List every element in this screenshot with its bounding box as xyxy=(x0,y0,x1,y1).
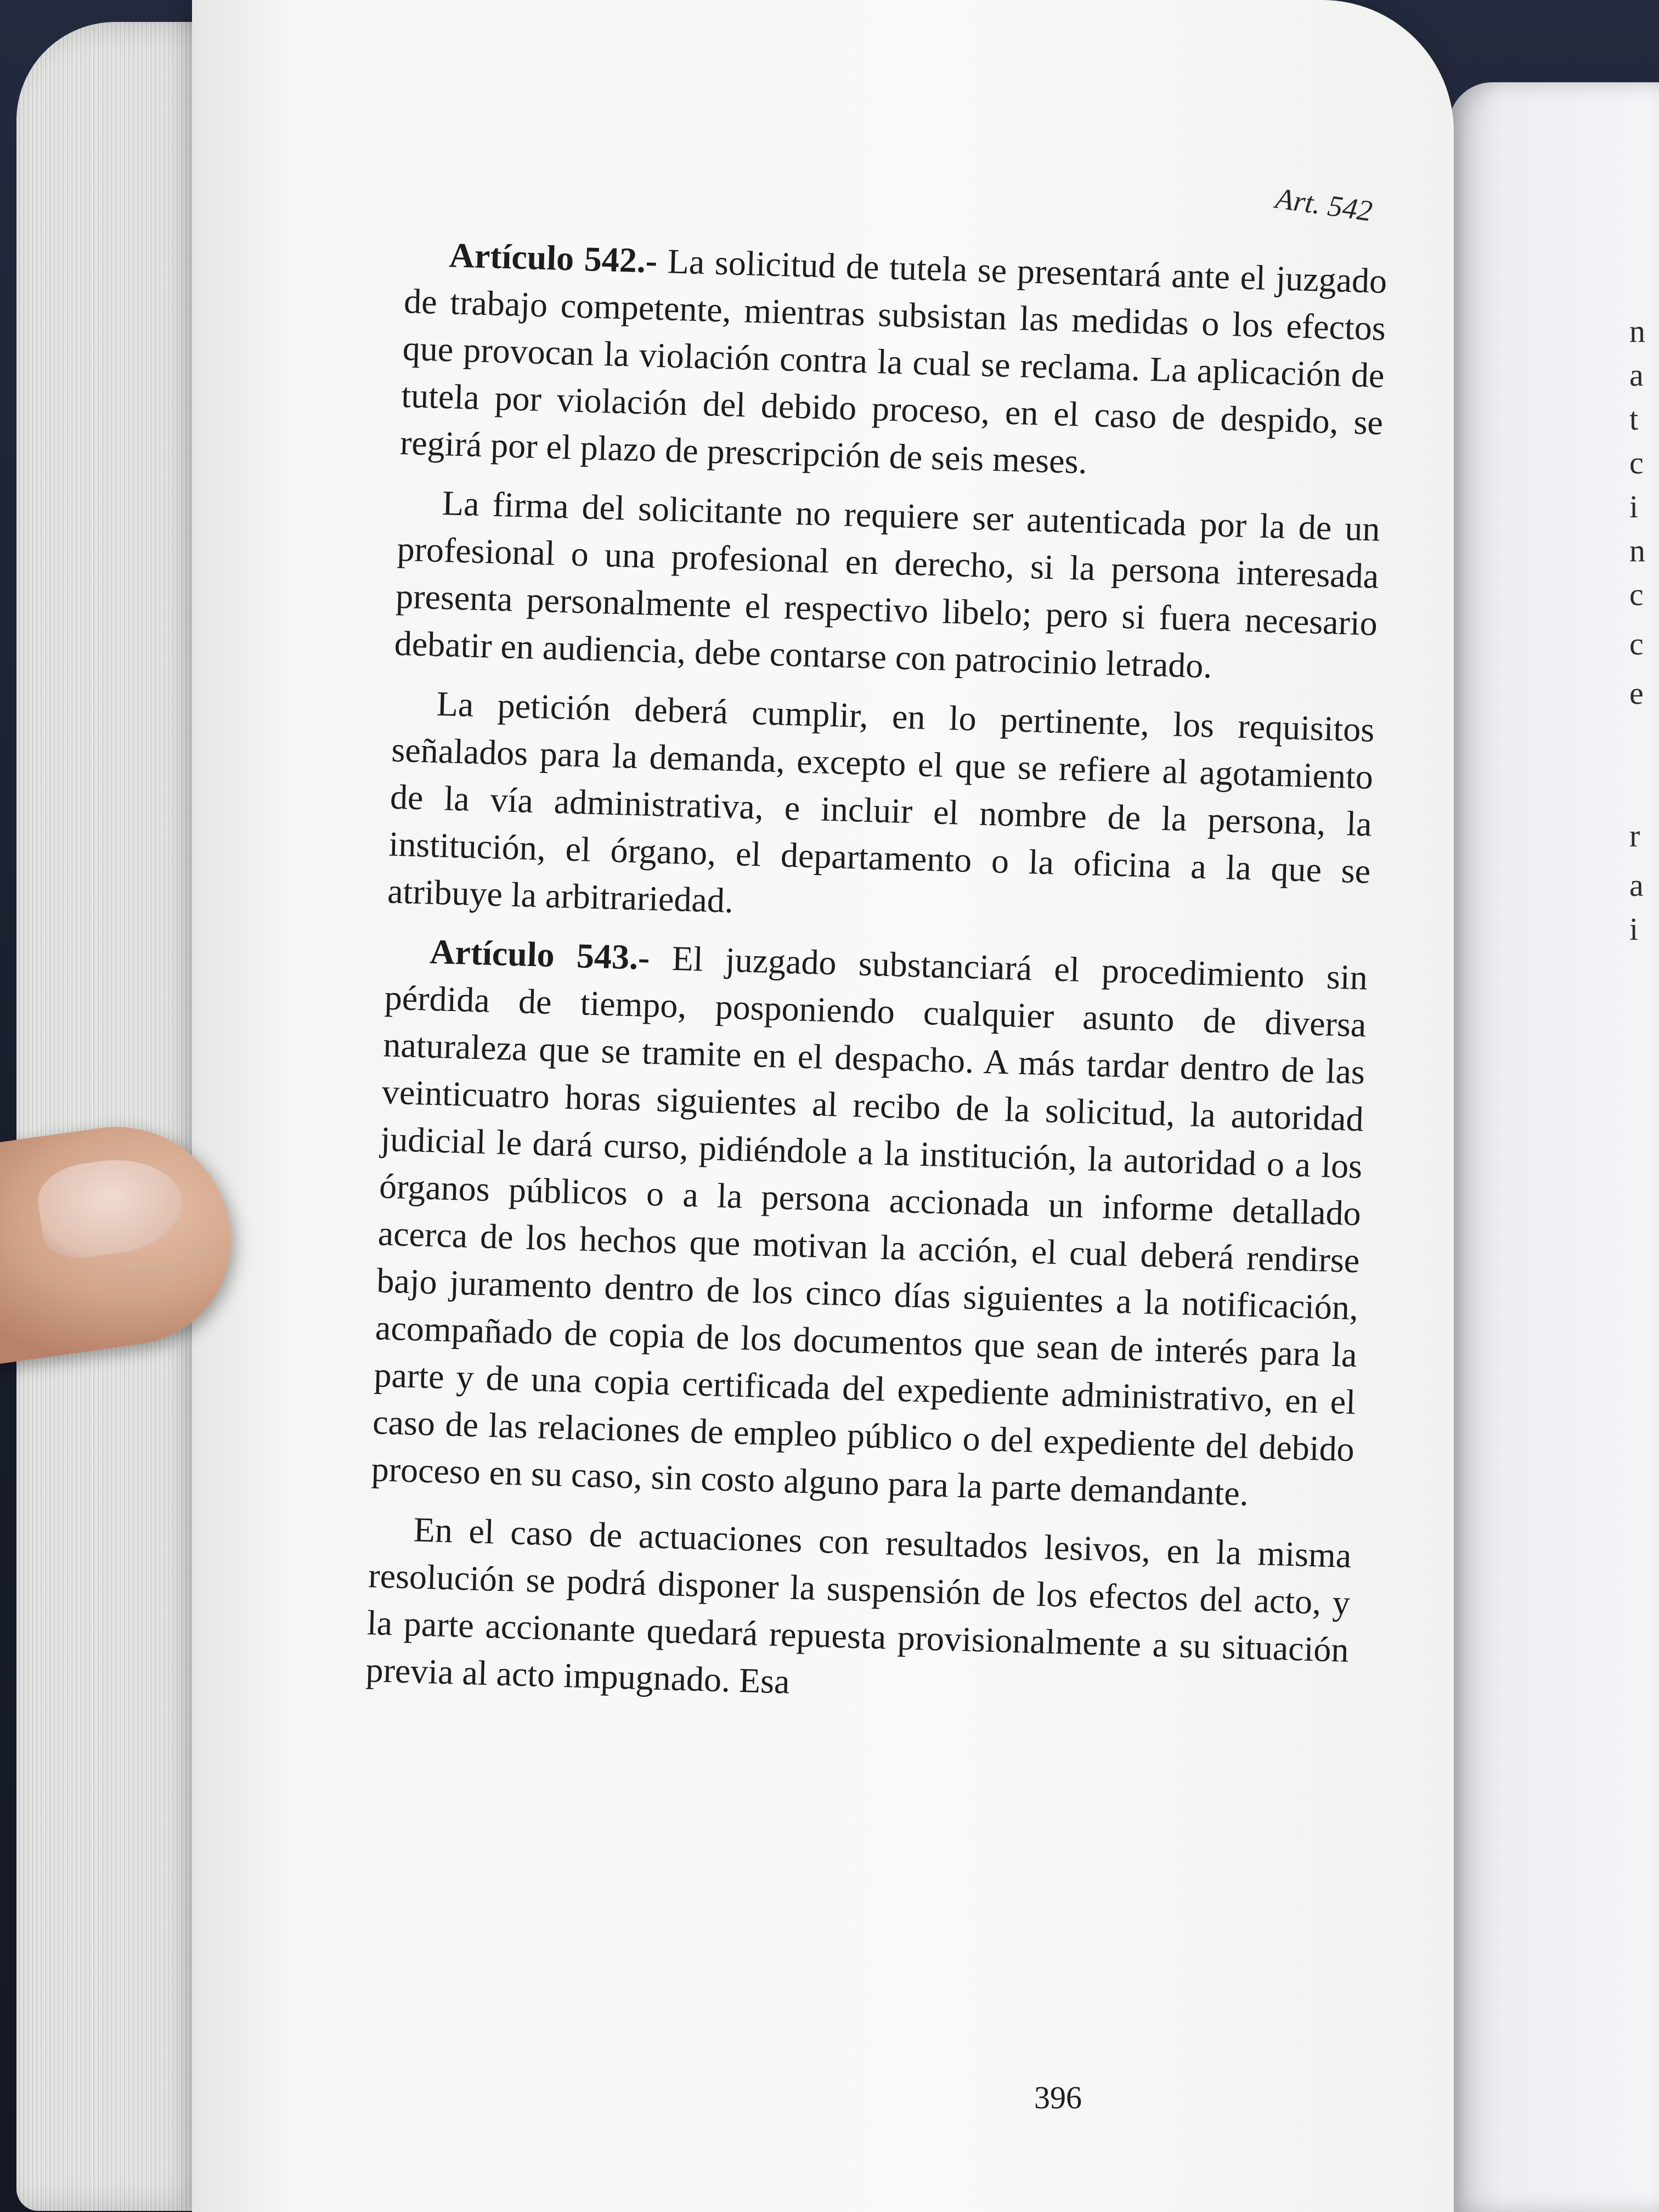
article-label: Artículo 542.- xyxy=(448,235,658,280)
paragraph-text: En el caso de actuaciones con resultados lesivos, en la misma resolución se podrá disponer la suspensión de los efectos del acto, y la parte accionante quedará repuesta provisionalmente a su situación previa al acto impugnado. Esa xyxy=(365,1510,1352,1701)
thumbnail xyxy=(33,1151,188,1263)
paragraph xyxy=(365,1505,1352,1721)
running-head: Art. 542 xyxy=(1273,181,1375,228)
next-page-fragment: t xyxy=(1629,401,1639,437)
page-body xyxy=(365,230,1387,1733)
next-page-fragment: c xyxy=(1629,445,1644,481)
paragraph-text: El juzgado substanciará el procedimiento sin pérdida de tiempo, posponiendo cualquier asunto de diversa naturaleza que se tramite en el despacho. A más tardar dentro de las veinticuatro horas siguientes al recibo de la solicitud, la autoridad judicial le dará curso, pidiéndole a la institución, la autoridad o a los órganos públicos o a la persona accionada un informe detallado acerca de los hechos que motivan la acción, el cual deberá rendirse bajo juramento dentro de los cinco días siguientes a la notificación, acompañado de copia de los documentos que sean de interés para la parte y de una copia certificada del expediente administrativo, en el caso de las relaciones de empleo público o del expediente del debido proceso en su caso, sin costo alguno para la parte demandante. xyxy=(370,938,1368,1513)
paragraph-text: La petición deberá cumplir, en lo pertinente, los requisitos señalados para la demanda, excepto el que se refiere al agotamiento de la vía administrativa, e incluir el nombre de la persona, la institución, el órgano, el departamento o la oficina a la que se atribuye la arbitrariedad. xyxy=(387,684,1375,921)
next-page-fragment: c xyxy=(1629,626,1644,662)
book-page xyxy=(192,0,1454,2212)
paragraph-text: La solicitud de tutela se presentará ante el juzgado de trabajo competente, mientras subsistan las medidas o los efectos que provocan la violación contra la cual se reclama. La aplicación de tutela por violación del debido proceso, en el caso de despido, se regirá por el plazo de prescripción de seis meses. xyxy=(399,241,1388,481)
paragraph xyxy=(394,478,1381,695)
next-page-fragment: r xyxy=(1629,818,1640,854)
next-page-fragment: a xyxy=(1629,867,1644,903)
paragraph-article-542 xyxy=(399,230,1387,494)
paragraph-text: La firma del solicitante no requiere ser autenticada por la de un profesional o una profesional en derecho, si la persona interesada presenta personalmente el respectivo libelo; pero si fuera necesario debatir en audiencia, debe contarse con patrocinio letrado. xyxy=(393,483,1381,686)
next-page-fragment: i xyxy=(1629,911,1639,947)
paragraph xyxy=(387,679,1375,943)
next-page-fragment: c xyxy=(1629,577,1644,612)
next-page-fragment: n xyxy=(1629,313,1645,349)
next-page-fragment: a xyxy=(1629,357,1644,393)
next-page-fragment: e xyxy=(1629,675,1644,711)
next-page-fragment: n xyxy=(1629,533,1645,568)
page-number: 396 xyxy=(1034,2080,1082,2115)
next-page-fragment: i xyxy=(1629,489,1639,524)
paragraph-article-543 xyxy=(371,927,1368,1521)
article-label: Artículo 543.- xyxy=(429,932,651,977)
next-page-strip xyxy=(1448,82,1659,2212)
